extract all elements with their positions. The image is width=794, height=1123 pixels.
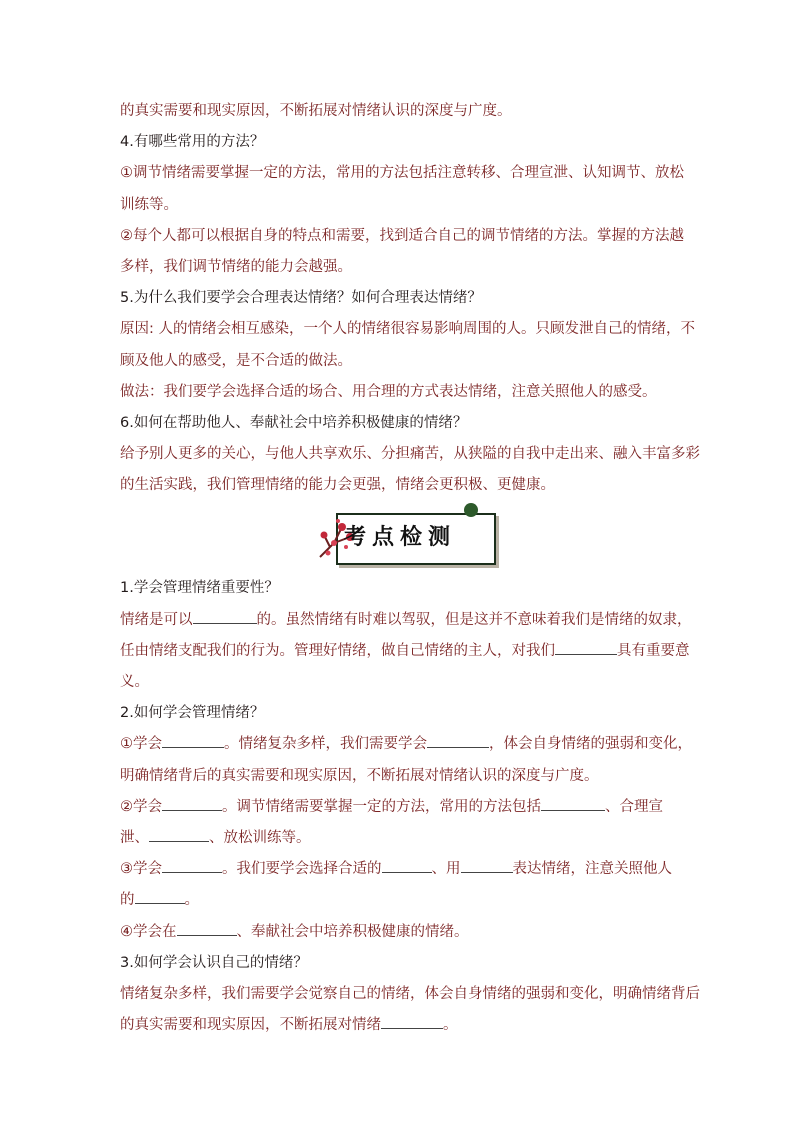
text-span: 情绪是可以 [120,611,193,628]
text-span: 、放松训练等。 [209,829,311,846]
answer-blank[interactable] [135,889,185,904]
text-span: 、合理宣 [605,798,663,815]
text-span: ，体会自身情绪的强弱和变化， [489,736,692,753]
answer-line: ①调节情绪需要掌握一定的方法，常用的方法包括注意转移、合理宣泄、认知调节、放松 [120,165,684,182]
text-span: ③学会 [120,861,162,878]
text-span: 。我们要学会选择合适的 [222,861,382,878]
answer-line: 训练等。 [120,196,178,213]
answer-blank[interactable] [541,796,605,811]
text-span: 的真实需要和现实原因，不断拓展对情绪 [120,1017,381,1034]
question-heading: 6.如何在帮助他人、奉献社会中培养积极健康的情绪？ [120,414,468,431]
fill-in-line [120,917,680,948]
answer-line: 顾及他人的感受，是不合适的做法。 [120,352,352,369]
document-page [120,96,700,1041]
text-span: 。情绪复杂多样，我们需要学会 [224,736,427,753]
answer-blank[interactable] [382,858,432,873]
answer-blank[interactable] [381,1014,443,1029]
text-span: ①学会 [120,736,162,753]
fill-in-line [120,854,680,885]
text-span: 具有重要意 [617,642,690,659]
text-span: 任由情绪支配我们的行为。管理好情绪，做自己情绪的主人，对我们 [120,642,555,659]
text-span: ②学会 [120,798,162,815]
answer-blank[interactable] [149,827,209,842]
fill-in-line [120,605,692,636]
question-heading: 5.为什么我们要学会合理表达情绪？如何合理表达情绪？ [120,290,482,307]
fill-in-line: 义。 [120,674,149,690]
text-span: 。 [184,892,199,909]
section-badge [120,501,680,573]
text-span: 表达情绪，注意关照他人 [512,861,672,878]
fill-in-line [120,1010,680,1041]
answer-line: ②每个人都可以根据自身的特点和需要，找到适合自己的调节情绪的方法。掌握的方法越 [120,227,684,244]
fill-in-line [120,823,680,854]
fill-in-line: 明确情绪背后的真实需要和现实原因，不断拓展对情绪认识的深度与广度。 [120,767,599,784]
fill-in-line [120,729,692,760]
section-title: 考点检测 [343,524,456,551]
text-span: 。 [443,1017,458,1034]
fill-in-line [120,885,680,916]
answer-line: 原因: 人的情绪会相互感染，一个人的情绪很容易影响周围的人。只顾发泄自己的情绪，不 [120,321,695,338]
fill-in-line [120,792,680,823]
answer-blank[interactable] [162,733,224,748]
answer-blank[interactable] [461,858,513,873]
text-span: 的 [120,892,135,909]
answer-line: 做法：我们要学会选择合适的场合、用合理的方式表达情绪，注意关照他人的感受。 [120,383,657,400]
fill-in-line: 情绪复杂多样，我们需要学会觉察自己的情绪，体会自身情绪的强弱和变化，明确情绪背后 [120,985,700,1002]
text-span: ④学会在 [120,923,177,940]
question-heading: 4.有哪些常用的方法？ [120,134,265,151]
answer-blank[interactable] [162,796,222,811]
answer-line: 多样，我们调节情绪的能力会越强。 [120,258,352,275]
answer-blank[interactable] [427,733,489,748]
answer-blank[interactable] [162,858,222,873]
answer-line: 给予别人更多的关心，与他人共享欢乐、分担痛苦，从狭隘的自我中走出来、融入丰富多彩 [120,446,700,463]
text-span: 泄、 [120,829,149,846]
question-heading: 1.学会管理情绪重要性？ [120,580,279,597]
answer-blank[interactable] [555,640,617,655]
text-span: 。调节情绪需要掌握一定的方法，常用的方法包括 [222,798,541,815]
question-heading: 3.如何学会认识自己的情绪？ [120,954,308,971]
question-heading: 2.如何学会管理情绪？ [120,705,265,722]
answer-blank[interactable] [177,921,237,936]
text-span: 的。虽然情绪有时难以驾驭，但是这并不意味着我们是情绪的奴隶， [256,611,692,628]
text-span: 、奉献社会中培养积极健康的情绪。 [236,923,469,940]
fill-in-line [120,636,690,667]
answer-blank[interactable] [193,609,257,624]
text-span: 、用 [431,861,461,878]
answer-line: 的生活实践，我们管理情绪的能力会更强，情绪会更积极、更健康。 [120,477,555,494]
paragraph-line: 的真实需要和现实原因，不断拓展对情绪认识的深度与广度。 [120,103,512,119]
